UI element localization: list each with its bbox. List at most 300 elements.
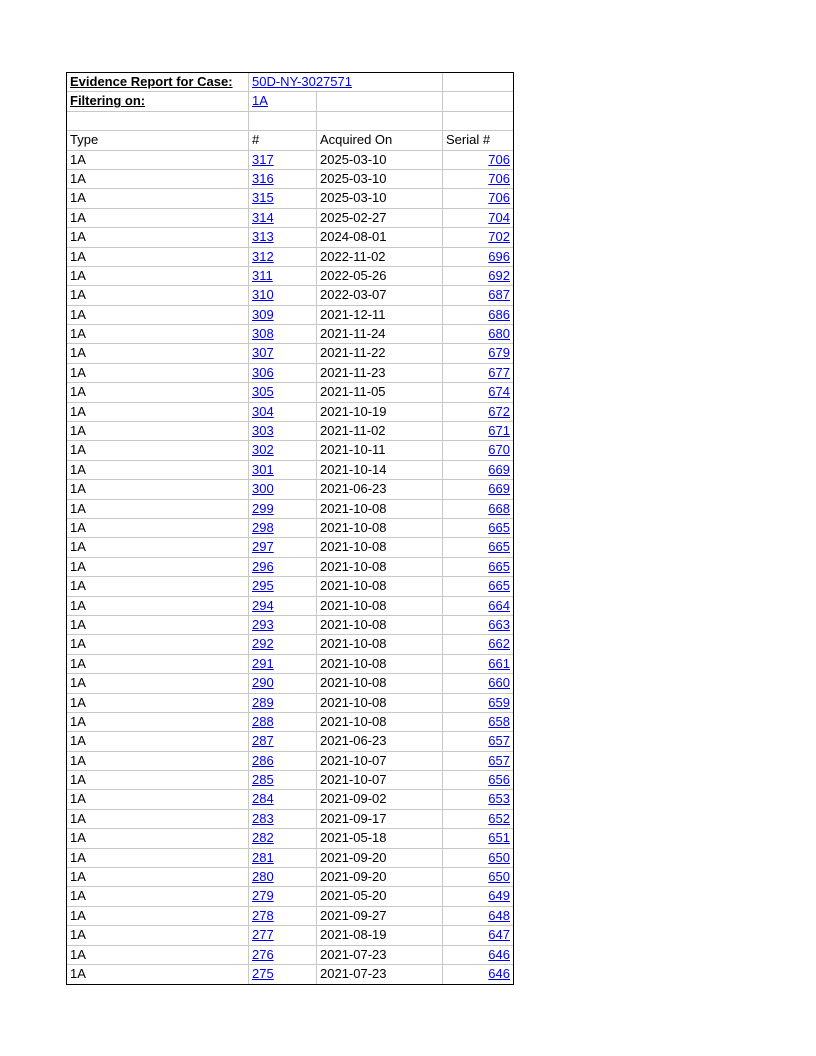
type-cell: 1A xyxy=(67,752,249,770)
serial-link[interactable]: 662 xyxy=(488,636,510,652)
acquired-date-cell: 2022-05-26 xyxy=(317,267,443,285)
serial-cell xyxy=(443,965,513,984)
serial-link[interactable]: 704 xyxy=(488,209,510,225)
table-row xyxy=(67,383,513,402)
table-row xyxy=(67,655,513,674)
serial-link[interactable]: 665 xyxy=(488,558,510,574)
table-row xyxy=(67,577,513,596)
number-cell xyxy=(249,752,317,770)
item-number-link[interactable]: 287 xyxy=(252,733,274,749)
serial-link[interactable]: 663 xyxy=(488,616,510,632)
type-cell: 1A xyxy=(67,616,249,634)
type-cell: 1A xyxy=(67,325,249,343)
acquired-date-cell: 2022-11-02 xyxy=(317,248,443,266)
table-row xyxy=(67,868,513,887)
type-cell: 1A xyxy=(67,713,249,731)
item-number-link[interactable]: 281 xyxy=(252,849,274,865)
acquired-date-cell: 2021-07-23 xyxy=(317,946,443,964)
type-cell: 1A xyxy=(67,248,249,266)
serial-cell xyxy=(443,907,513,925)
table-row xyxy=(67,732,513,751)
type-cell: 1A xyxy=(67,364,249,382)
item-number-link[interactable]: 298 xyxy=(252,519,274,535)
serial-link[interactable]: 696 xyxy=(488,248,510,264)
serial-link[interactable]: 702 xyxy=(488,229,510,245)
serial-link[interactable]: 649 xyxy=(488,888,510,904)
serial-link[interactable]: 686 xyxy=(488,306,510,322)
serial-link[interactable]: 672 xyxy=(488,403,510,419)
number-cell xyxy=(249,248,317,266)
serial-cell xyxy=(443,577,513,595)
type-cell: 1A xyxy=(67,209,249,227)
serial-cell xyxy=(443,480,513,498)
acquired-date-cell: 2021-06-23 xyxy=(317,480,443,498)
type-cell: 1A xyxy=(67,732,249,750)
item-number-link[interactable]: 300 xyxy=(252,481,274,497)
item-number-link[interactable]: 292 xyxy=(252,636,274,652)
table-row xyxy=(67,519,513,538)
serial-link[interactable]: 647 xyxy=(488,927,510,943)
item-number-link[interactable]: 316 xyxy=(252,170,274,186)
acquired-date-cell: 2021-09-27 xyxy=(317,907,443,925)
acquired-date-cell: 2021-11-24 xyxy=(317,325,443,343)
table-row xyxy=(67,694,513,713)
serial-cell xyxy=(443,732,513,750)
table-row xyxy=(67,558,513,577)
serial-link[interactable]: 669 xyxy=(488,461,510,477)
type-cell: 1A xyxy=(67,907,249,925)
serial-cell xyxy=(443,403,513,421)
serial-link[interactable]: 658 xyxy=(488,713,510,729)
type-cell: 1A xyxy=(67,461,249,479)
number-cell xyxy=(249,170,317,188)
acquired-date-cell: 2021-10-08 xyxy=(317,500,443,518)
number-cell xyxy=(249,441,317,459)
item-number-link[interactable]: 290 xyxy=(252,675,274,691)
item-number-link[interactable]: 291 xyxy=(252,655,274,671)
serial-cell xyxy=(443,306,513,324)
acquired-date-cell: 2021-10-19 xyxy=(317,403,443,421)
number-cell xyxy=(249,209,317,227)
item-number-link[interactable]: 315 xyxy=(252,190,274,206)
empty-cell xyxy=(67,112,249,130)
item-number-link[interactable]: 280 xyxy=(252,869,274,885)
acquired-date-cell: 2021-12-11 xyxy=(317,306,443,324)
number-cell xyxy=(249,480,317,498)
type-cell: 1A xyxy=(67,635,249,653)
type-cell: 1A xyxy=(67,403,249,421)
serial-cell xyxy=(443,694,513,712)
number-cell xyxy=(249,538,317,556)
report-title-label: Evidence Report for Case: xyxy=(67,73,249,91)
serial-cell xyxy=(443,189,513,207)
serial-cell xyxy=(443,344,513,362)
item-number-link[interactable]: 289 xyxy=(252,694,274,710)
number-cell xyxy=(249,907,317,925)
empty-cell xyxy=(317,112,443,130)
table-row xyxy=(67,209,513,228)
column-header-number: # xyxy=(249,131,317,149)
number-cell xyxy=(249,790,317,808)
table-row xyxy=(67,597,513,616)
number-cell xyxy=(249,286,317,304)
report-title-row xyxy=(67,73,513,92)
number-cell xyxy=(249,403,317,421)
serial-link[interactable]: 657 xyxy=(488,733,510,749)
table-row xyxy=(67,538,513,557)
case-id-link[interactable]: 50D-NY-3027571 xyxy=(252,74,352,89)
type-cell: 1A xyxy=(67,887,249,905)
serial-cell xyxy=(443,519,513,537)
serial-link[interactable]: 687 xyxy=(488,287,510,303)
number-cell xyxy=(249,616,317,634)
serial-link[interactable]: 669 xyxy=(488,481,510,497)
item-number-link[interactable]: 301 xyxy=(252,461,274,477)
serial-link[interactable]: 677 xyxy=(488,364,510,380)
serial-link[interactable]: 657 xyxy=(488,752,510,768)
serial-link[interactable]: 646 xyxy=(488,946,510,962)
serial-link[interactable]: 665 xyxy=(488,539,510,555)
serial-cell xyxy=(443,422,513,440)
serial-cell xyxy=(443,461,513,479)
serial-link[interactable]: 668 xyxy=(488,500,510,516)
table-row xyxy=(67,441,513,460)
table-row xyxy=(67,325,513,344)
number-cell xyxy=(249,674,317,692)
acquired-date-cell: 2021-11-05 xyxy=(317,383,443,401)
number-cell xyxy=(249,151,317,169)
table-row xyxy=(67,713,513,732)
empty-cell xyxy=(443,112,513,130)
serial-cell xyxy=(443,558,513,576)
serial-cell xyxy=(443,674,513,692)
item-number-link[interactable]: 317 xyxy=(252,151,274,167)
serial-cell xyxy=(443,946,513,964)
serial-cell xyxy=(443,790,513,808)
acquired-date-cell: 2021-07-23 xyxy=(317,965,443,984)
serial-link[interactable]: 651 xyxy=(488,830,510,846)
table-row xyxy=(67,480,513,499)
case-id-cell xyxy=(249,73,352,91)
number-cell xyxy=(249,383,317,401)
column-header-serial: Serial # xyxy=(446,132,491,148)
serial-link[interactable]: 650 xyxy=(488,849,510,865)
type-cell: 1A xyxy=(67,810,249,828)
type-cell: 1A xyxy=(67,674,249,692)
serial-cell xyxy=(443,170,513,188)
number-cell xyxy=(249,267,317,285)
filter-label: Filtering on: xyxy=(67,92,249,110)
acquired-date-cell: 2024-08-01 xyxy=(317,228,443,246)
acquired-date-cell: 2021-11-02 xyxy=(317,422,443,440)
acquired-date-cell: 2021-09-20 xyxy=(317,868,443,886)
serial-link[interactable]: 659 xyxy=(488,694,510,710)
number-cell xyxy=(249,887,317,905)
item-number-link[interactable]: 293 xyxy=(252,616,274,632)
acquired-date-cell: 2021-10-14 xyxy=(317,461,443,479)
type-cell: 1A xyxy=(67,422,249,440)
type-cell: 1A xyxy=(67,946,249,964)
acquired-date-cell: 2021-10-08 xyxy=(317,694,443,712)
item-number-link[interactable]: 308 xyxy=(252,326,274,342)
type-cell: 1A xyxy=(67,849,249,867)
table-row xyxy=(67,926,513,945)
serial-link[interactable]: 679 xyxy=(488,345,510,361)
table-row xyxy=(67,616,513,635)
serial-link[interactable]: 665 xyxy=(488,578,510,594)
number-cell xyxy=(249,946,317,964)
number-cell xyxy=(249,577,317,595)
type-cell: 1A xyxy=(67,170,249,188)
number-cell xyxy=(249,849,317,867)
serial-cell xyxy=(443,868,513,886)
acquired-date-cell: 2021-08-19 xyxy=(317,926,443,944)
item-number-link[interactable]: 275 xyxy=(252,965,274,981)
table-row xyxy=(67,248,513,267)
acquired-date-cell: 2021-10-08 xyxy=(317,674,443,692)
serial-link[interactable]: 648 xyxy=(488,907,510,923)
item-number-link[interactable]: 306 xyxy=(252,364,274,380)
serial-cell xyxy=(443,248,513,266)
type-cell: 1A xyxy=(67,790,249,808)
serial-link[interactable]: 680 xyxy=(488,326,510,342)
table-row xyxy=(67,403,513,422)
serial-cell xyxy=(443,441,513,459)
acquired-date-cell: 2021-05-18 xyxy=(317,829,443,847)
serial-cell xyxy=(443,228,513,246)
serial-link[interactable]: 670 xyxy=(488,442,510,458)
serial-cell xyxy=(443,713,513,731)
empty-cell xyxy=(317,73,443,91)
serial-cell xyxy=(443,286,513,304)
table-row xyxy=(67,674,513,693)
number-cell xyxy=(249,325,317,343)
table-row xyxy=(67,946,513,965)
item-number-link[interactable]: 288 xyxy=(252,713,274,729)
acquired-date-cell: 2021-10-08 xyxy=(317,616,443,634)
empty-cell xyxy=(443,73,513,91)
item-number-link[interactable]: 285 xyxy=(252,772,274,788)
item-number-link[interactable]: 296 xyxy=(252,558,274,574)
item-number-link[interactable]: 277 xyxy=(252,927,274,943)
type-cell: 1A xyxy=(67,151,249,169)
type-cell: 1A xyxy=(67,597,249,615)
item-number-link[interactable]: 284 xyxy=(252,791,274,807)
number-cell xyxy=(249,926,317,944)
type-cell: 1A xyxy=(67,965,249,984)
serial-link[interactable]: 706 xyxy=(488,170,510,186)
serial-cell xyxy=(443,771,513,789)
serial-cell xyxy=(443,829,513,847)
item-number-link[interactable]: 286 xyxy=(252,752,274,768)
serial-link[interactable]: 660 xyxy=(488,675,510,691)
item-number-link[interactable]: 282 xyxy=(252,830,274,846)
item-number-link[interactable]: 303 xyxy=(252,423,274,439)
type-cell: 1A xyxy=(67,267,249,285)
serial-link[interactable]: 653 xyxy=(488,791,510,807)
table-row xyxy=(67,267,513,286)
table-row xyxy=(67,790,513,809)
acquired-date-cell: 2021-10-08 xyxy=(317,597,443,615)
serial-link[interactable]: 664 xyxy=(488,597,510,613)
type-cell: 1A xyxy=(67,306,249,324)
number-cell xyxy=(249,965,317,984)
filter-value-cell xyxy=(249,92,317,110)
evidence-report-table xyxy=(66,72,514,985)
table-row xyxy=(67,151,513,170)
acquired-date-cell: 2021-11-22 xyxy=(317,344,443,362)
number-cell xyxy=(249,694,317,712)
serial-cell xyxy=(443,538,513,556)
acquired-date-cell: 2021-10-07 xyxy=(317,771,443,789)
filter-value-link[interactable]: 1A xyxy=(252,93,268,109)
column-header-row xyxy=(67,131,513,150)
acquired-date-cell: 2025-02-27 xyxy=(317,209,443,227)
empty-cell xyxy=(443,92,513,110)
serial-cell xyxy=(443,655,513,673)
item-number-link[interactable]: 297 xyxy=(252,539,274,555)
acquired-date-cell: 2021-06-23 xyxy=(317,732,443,750)
type-cell: 1A xyxy=(67,926,249,944)
serial-cell xyxy=(443,383,513,401)
serial-cell xyxy=(443,616,513,634)
acquired-date-cell: 2021-10-08 xyxy=(317,635,443,653)
acquired-date-cell: 2021-10-08 xyxy=(317,655,443,673)
number-cell xyxy=(249,344,317,362)
table-row xyxy=(67,189,513,208)
item-number-link[interactable]: 314 xyxy=(252,209,274,225)
table-row xyxy=(67,422,513,441)
table-row xyxy=(67,461,513,480)
serial-link[interactable]: 706 xyxy=(488,151,510,167)
type-cell: 1A xyxy=(67,829,249,847)
acquired-date-cell: 2021-11-23 xyxy=(317,364,443,382)
item-number-link[interactable]: 304 xyxy=(252,403,274,419)
serial-link[interactable]: 646 xyxy=(488,965,510,981)
acquired-date-cell: 2021-10-08 xyxy=(317,558,443,576)
type-cell: 1A xyxy=(67,655,249,673)
number-cell xyxy=(249,810,317,828)
table-row xyxy=(67,965,513,984)
item-number-link[interactable]: 309 xyxy=(252,306,274,322)
serial-link[interactable]: 661 xyxy=(488,655,510,671)
item-number-link[interactable]: 283 xyxy=(252,810,274,826)
item-number-link[interactable]: 312 xyxy=(252,248,274,264)
acquired-date-cell: 2021-05-20 xyxy=(317,887,443,905)
item-number-link[interactable]: 313 xyxy=(252,229,274,245)
item-number-link[interactable]: 278 xyxy=(252,907,274,923)
number-cell xyxy=(249,500,317,518)
type-cell: 1A xyxy=(67,383,249,401)
serial-cell xyxy=(443,151,513,169)
serial-cell xyxy=(443,364,513,382)
acquired-date-cell: 2025-03-10 xyxy=(317,151,443,169)
type-cell: 1A xyxy=(67,538,249,556)
acquired-date-cell: 2021-10-08 xyxy=(317,538,443,556)
serial-link[interactable]: 674 xyxy=(488,384,510,400)
serial-link[interactable]: 652 xyxy=(488,810,510,826)
type-cell: 1A xyxy=(67,344,249,362)
number-cell xyxy=(249,306,317,324)
number-cell xyxy=(249,732,317,750)
table-row xyxy=(67,228,513,247)
table-row xyxy=(67,170,513,189)
type-cell: 1A xyxy=(67,577,249,595)
serial-cell xyxy=(443,209,513,227)
column-header-type: Type xyxy=(67,131,249,149)
acquired-date-cell: 2025-03-10 xyxy=(317,189,443,207)
item-number-link[interactable]: 305 xyxy=(252,384,274,400)
item-number-link[interactable]: 276 xyxy=(252,946,274,962)
item-number-link[interactable]: 302 xyxy=(252,442,274,458)
table-row xyxy=(67,500,513,519)
serial-link[interactable]: 671 xyxy=(488,423,510,439)
table-row xyxy=(67,907,513,926)
number-cell xyxy=(249,189,317,207)
type-cell: 1A xyxy=(67,228,249,246)
type-cell: 1A xyxy=(67,189,249,207)
number-cell xyxy=(249,228,317,246)
number-cell xyxy=(249,655,317,673)
type-cell: 1A xyxy=(67,480,249,498)
type-cell: 1A xyxy=(67,694,249,712)
type-cell: 1A xyxy=(67,500,249,518)
number-cell xyxy=(249,461,317,479)
item-number-link[interactable]: 299 xyxy=(252,500,274,516)
table-row xyxy=(67,771,513,790)
serial-link[interactable]: 692 xyxy=(488,267,510,283)
item-number-link[interactable]: 307 xyxy=(252,345,274,361)
serial-cell xyxy=(443,887,513,905)
item-number-link[interactable]: 279 xyxy=(252,888,274,904)
acquired-date-cell: 2021-09-02 xyxy=(317,790,443,808)
acquired-date-cell: 2021-10-07 xyxy=(317,752,443,770)
item-number-link[interactable]: 294 xyxy=(252,597,274,613)
serial-cell xyxy=(443,849,513,867)
acquired-date-cell: 2021-10-08 xyxy=(317,577,443,595)
acquired-date-cell: 2021-10-08 xyxy=(317,519,443,537)
item-number-link[interactable]: 311 xyxy=(252,267,273,283)
number-cell xyxy=(249,829,317,847)
serial-link[interactable]: 706 xyxy=(488,190,510,206)
serial-link[interactable]: 650 xyxy=(488,869,510,885)
type-cell: 1A xyxy=(67,558,249,576)
acquired-date-cell: 2021-09-20 xyxy=(317,849,443,867)
table-row xyxy=(67,306,513,325)
table-row xyxy=(67,887,513,906)
table-row xyxy=(67,635,513,654)
number-cell xyxy=(249,558,317,576)
type-cell: 1A xyxy=(67,286,249,304)
serial-cell xyxy=(443,635,513,653)
type-cell: 1A xyxy=(67,771,249,789)
acquired-date-cell: 2021-10-08 xyxy=(317,713,443,731)
serial-link[interactable]: 656 xyxy=(488,772,510,788)
table-row xyxy=(67,286,513,305)
item-number-link[interactable]: 295 xyxy=(252,578,274,594)
empty-cell xyxy=(317,92,443,110)
filter-row xyxy=(67,92,513,111)
number-cell xyxy=(249,635,317,653)
number-cell xyxy=(249,713,317,731)
item-number-link[interactable]: 310 xyxy=(252,287,274,303)
table-body xyxy=(67,151,513,985)
serial-link[interactable]: 665 xyxy=(488,519,510,535)
number-cell xyxy=(249,868,317,886)
table-row xyxy=(67,849,513,868)
empty-cell xyxy=(249,112,317,130)
table-row xyxy=(67,829,513,848)
